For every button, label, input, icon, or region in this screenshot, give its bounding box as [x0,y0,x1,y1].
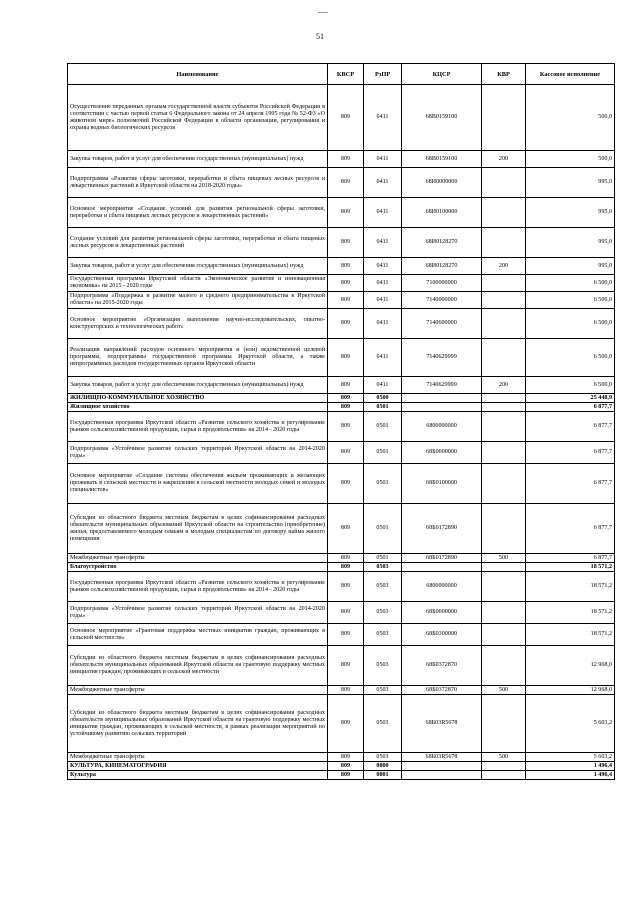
cell-kvsr: 809 [328,464,364,504]
cell-kvr [482,464,526,504]
cell-kvsr: 809 [328,394,364,403]
cell-sum: 18 571,2 [526,572,615,602]
cell-name: Межбюджетные трансферты [68,686,328,695]
cell-kcsr: 68В0159100 [402,85,482,151]
header-kcsr: КЦСР [402,64,482,85]
cell-rzpr: 0411 [364,339,402,377]
table-row [68,403,615,412]
cell-kvsr: 809 [328,85,364,151]
table-row [68,563,615,572]
table-row [68,762,615,771]
cell-sum: 6 877,7 [526,504,615,554]
cell-kvr [482,339,526,377]
page-number: 51 [316,32,324,41]
cell-sum: 12 968,0 [526,646,615,686]
cell-sum: 500,0 [526,85,615,151]
cell-name: Субсидии из областного бюджета местным бюджетам в целях софинансирования расходных обязательств муниципальных образований Иркутской области на строительство (приобретение) жилья, предоставляемого молодым семьям и молодым специалистам по договору найма жилого помещения [68,504,328,554]
cell-name: Межбюджетные трансферты [68,753,328,762]
cell-kvsr: 809 [328,168,364,198]
cell-kvr [482,394,526,403]
header-sum: Кассовое исполнение [526,64,615,85]
cell-kvr: 200 [482,377,526,394]
cell-name: Закупка товаров, работ и услуг для обеспечения государственных (муниципальных) нужд [68,258,328,275]
cell-kcsr: 68В0159100 [402,151,482,168]
table-row [68,442,615,464]
table-row [68,753,615,762]
cell-name: Культура [68,771,328,780]
cell-kvr [482,646,526,686]
cell-kvsr: 809 [328,377,364,394]
table-body [68,85,615,780]
cell-name: Основное мероприятие «Организация выполнения научно-исследовательских, опытно-конструкторских и технологических работ» [68,309,328,339]
cell-rzpr: 0501 [364,403,402,412]
cell-sum: 6 877,7 [526,464,615,504]
cell-rzpr: 0501 [364,412,402,442]
cell-kvr [482,624,526,646]
cell-sum: 18 571,2 [526,602,615,624]
cell-sum: 6 500,0 [526,292,615,309]
cell-name: Реализация направлений расходов основного мероприятия и (или) ведомственной целевой программы, подпрограммы государственной программы Иркутской области, а также непрограммных расходов государственных органов Иркутской области [68,339,328,377]
cell-name: Субсидии из областного бюджета местным бюджетам в целях софинансирования расходных обязательств муниципальных образований Иркутской области на грантовую поддержку местных инициатив граждан, проживающих в сельской местности, в рамках реализации мероприятий по устойчивому развитию сельских территорий [68,695,328,753]
cell-kvsr: 809 [328,292,364,309]
cell-rzpr: 0411 [364,309,402,339]
cell-sum: 1 496,4 [526,771,615,780]
cell-name: Основное мероприятие «Создание условий для развития региональной сферы заготовки, переработки и сбыта пищевых лесных ресурсов и лекарственных растений» [68,198,328,228]
cell-kvr [482,85,526,151]
cell-kvr: 200 [482,151,526,168]
cell-kvsr: 809 [328,624,364,646]
header-kvsr: КВСР [328,64,364,85]
cell-name: Жилищное хозяйство [68,403,328,412]
table-row [68,686,615,695]
table-row [68,275,615,292]
table-row [68,412,615,442]
cell-rzpr: 0503 [364,646,402,686]
cell-kvr [482,572,526,602]
table-row [68,695,615,753]
cell-kcsr: 68И0100000 [402,198,482,228]
cell-name: Государственная программа Иркутской области «Развитие сельского хозяйства и регулирование рынков сельскохозяйственной продукции, сырья и продовольствия» на 2014 - 2020 годы [68,572,328,602]
cell-kvr [482,198,526,228]
cell-name: Субсидии из областного бюджета местным бюджетам в целях софинансирования расходных обязательств муниципальных образований Иркутской области на грантовую поддержку местных инициатив граждан, проживающих в сельской местности [68,646,328,686]
cell-sum: 5 603,2 [526,753,615,762]
cell-rzpr: 0411 [364,258,402,275]
cell-sum: 995,0 [526,228,615,258]
cell-rzpr: 0503 [364,753,402,762]
cell-sum: 6 877,7 [526,554,615,563]
cell-rzpr: 0411 [364,377,402,394]
cell-rzpr: 0411 [364,85,402,151]
cell-kvsr: 809 [328,695,364,753]
cell-kcsr: 68Б0372870 [402,686,482,695]
cell-sum: 1 496,4 [526,762,615,771]
cell-kvr [482,403,526,412]
cell-kvsr: 809 [328,442,364,464]
table-row [68,292,615,309]
cell-sum: 25 448,9 [526,394,615,403]
cell-kvsr: 809 [328,563,364,572]
table-row [68,85,615,151]
cell-kcsr: 68Б0000000 [402,442,482,464]
cell-kcsr: 6800000000 [402,572,482,602]
table-row [68,464,615,504]
table-row [68,168,615,198]
cell-name: Основное мероприятие «Грантовая поддержка местных инициатив граждан, проживающих в сельской местности» [68,624,328,646]
cell-name: Подпрограмма «Развитие сферы заготовки, переработки и сбыта пищевых лесных ресурсов и лекарственных растений в Иркутской области на 2018-2020 годы» [68,168,328,198]
cell-rzpr: 0503 [364,686,402,695]
cell-name: Закупка товаров, работ и услуг для обеспечения государственных (муниципальных) нужд [68,151,328,168]
cell-kcsr: 7140629999 [402,339,482,377]
cell-kcsr: 68Б03R5678 [402,695,482,753]
cell-kvsr: 809 [328,228,364,258]
cell-sum: 6 500,0 [526,339,615,377]
cell-name: Подпрограмма «Устойчивое развитие сельских территорий Иркутской области на 2014-2020 годы» [68,442,328,464]
budget-table [67,63,615,780]
cell-kvr [482,309,526,339]
cell-kcsr: 7140600000 [402,309,482,339]
cell-rzpr: 0800 [364,762,402,771]
cell-kvsr: 809 [328,151,364,168]
cell-kvr [482,168,526,198]
cell-sum: 500,0 [526,151,615,168]
cell-rzpr: 0411 [364,151,402,168]
table-row [68,228,615,258]
cell-kcsr: 68Б0100000 [402,464,482,504]
cell-kvr [482,292,526,309]
cell-name: КУЛЬТУРА, КИНЕМАТОГРАФИЯ [68,762,328,771]
cell-kcsr [402,762,482,771]
cell-sum: 18 571,2 [526,563,615,572]
cell-rzpr: 0501 [364,442,402,464]
cell-name: ЖИЛИЩНО-КОММУНАЛЬНОЕ ХОЗЯЙСТВО [68,394,328,403]
cell-rzpr: 0503 [364,572,402,602]
cell-rzpr: 0411 [364,198,402,228]
cell-name: Государственная программа Иркутской области «Развитие сельского хозяйства и регулирование рынков сельскохозяйственной продукции, сырья и продовольствия» на 2014 - 2020 годы [68,412,328,442]
cell-kvr [482,228,526,258]
cell-rzpr: 0501 [364,554,402,563]
cell-sum: 18 571,2 [526,624,615,646]
cell-sum: 6 877,7 [526,412,615,442]
cell-kcsr: 68Б0172890 [402,554,482,563]
cell-kcsr: 7100000000 [402,275,482,292]
cell-kvsr: 809 [328,602,364,624]
cell-name: Подпрограмма «Поддержка и развитие малого и среднего предпринимательства в Иркутской области» на 2015-2020 годы [68,292,328,309]
table-row [68,624,615,646]
cell-sum: 995,0 [526,198,615,228]
cell-rzpr: 0411 [364,292,402,309]
cell-sum: 6 500,0 [526,309,615,339]
cell-kvsr: 809 [328,572,364,602]
cell-kvr: 500 [482,686,526,695]
cell-kvsr: 809 [328,753,364,762]
table-row [68,504,615,554]
cell-kvsr: 809 [328,309,364,339]
cell-kcsr: 7140000000 [402,292,482,309]
table-row [68,646,615,686]
cell-kvsr: 809 [328,339,364,377]
cell-name: Государственная программа Иркутской области «Экономическое развитие и инновационная экономика» на 2015 - 2020 годы [68,275,328,292]
cell-name: Основное мероприятие «Создание системы обеспечения жильем проживающих и желающих проживать в сельской местности и закрепление в сельской местности молодых семей и молодых специалистов» [68,464,328,504]
cell-sum: 995,0 [526,168,615,198]
cell-kvsr: 809 [328,258,364,275]
cell-kvr [482,771,526,780]
cell-rzpr: 0501 [364,504,402,554]
cell-kcsr: 68Б0300000 [402,624,482,646]
cell-kvr: 500 [482,554,526,563]
cell-sum: 6 500,0 [526,377,615,394]
cell-sum: 12 968,0 [526,686,615,695]
header-kvr: КВР [482,64,526,85]
cell-kvsr: 809 [328,771,364,780]
cell-kvsr: 809 [328,554,364,563]
cell-kvr: 200 [482,258,526,275]
cell-kvr [482,762,526,771]
cell-rzpr: 0411 [364,228,402,258]
table-row [68,258,615,275]
cell-kvsr: 809 [328,686,364,695]
cell-kvsr: 809 [328,412,364,442]
table-row [68,771,615,780]
cell-kvr [482,695,526,753]
cell-kcsr: 68И0128270 [402,228,482,258]
header-rule [318,12,328,13]
table-header-row [68,64,615,85]
cell-sum: 995,0 [526,258,615,275]
header-name: Наименование [68,64,328,85]
cell-kcsr: 68Б0372870 [402,646,482,686]
header-rzpr: РзПР [364,64,402,85]
table-row [68,602,615,624]
cell-name: Осуществление переданных органам государственной власти субъектов Российской Федерации в соответствии с частью первой статьи 6 Федерального закона от 24 апреля 1995 года № 52-ФЗ «О животном мире» полномочий Российской Федерации в области организации, регулирования и охраны водных биологических ресурсов [68,85,328,151]
cell-rzpr: 0503 [364,563,402,572]
cell-kcsr [402,403,482,412]
cell-kvr [482,563,526,572]
cell-name: Межбюджетные трансферты [68,554,328,563]
cell-kcsr: 68Б03R5678 [402,753,482,762]
cell-sum: 6 877,7 [526,403,615,412]
cell-kcsr: 6800000000 [402,412,482,442]
cell-kvr [482,504,526,554]
table-row [68,339,615,377]
cell-name: Подпрограмма «Устойчивое развитие сельских территорий Иркутской области на 2014-2020 годы» [68,602,328,624]
cell-rzpr: 0500 [364,394,402,403]
cell-kcsr: 68Б0000000 [402,602,482,624]
cell-sum: 5 603,2 [526,695,615,753]
cell-kcsr: 7140629999 [402,377,482,394]
table-row [68,198,615,228]
cell-kcsr [402,771,482,780]
table-row [68,309,615,339]
cell-rzpr: 0503 [364,624,402,646]
table-row [68,151,615,168]
cell-kvr [482,602,526,624]
table-row [68,554,615,563]
cell-kvsr: 809 [328,646,364,686]
cell-kvsr: 809 [328,198,364,228]
cell-kvr: 500 [482,753,526,762]
table-row [68,377,615,394]
cell-name: Благоустройство [68,563,328,572]
cell-kcsr: 68Б0172890 [402,504,482,554]
cell-kcsr: 68И0000000 [402,168,482,198]
cell-sum: 6 500,0 [526,275,615,292]
cell-kvr [482,412,526,442]
cell-kcsr: 68И0128270 [402,258,482,275]
cell-rzpr: 0501 [364,464,402,504]
cell-name: Создание условий для развития региональной сферы заготовки, переработки и сбыта пищевых лесных ресурсов и лекарственных растений [68,228,328,258]
cell-rzpr: 0503 [364,602,402,624]
cell-kvr [482,275,526,292]
cell-kvsr: 809 [328,275,364,292]
table-row [68,572,615,602]
cell-rzpr: 0503 [364,695,402,753]
cell-rzpr: 0411 [364,275,402,292]
cell-kcsr [402,394,482,403]
cell-kvsr: 809 [328,762,364,771]
cell-name: Закупка товаров, работ и услуг для обеспечения государственных (муниципальных) нужд [68,377,328,394]
cell-rzpr: 0411 [364,168,402,198]
cell-kcsr [402,563,482,572]
cell-sum: 6 877,7 [526,442,615,464]
cell-kvsr: 809 [328,504,364,554]
cell-kvr [482,442,526,464]
cell-kvsr: 809 [328,403,364,412]
cell-rzpr: 0801 [364,771,402,780]
table-row [68,394,615,403]
